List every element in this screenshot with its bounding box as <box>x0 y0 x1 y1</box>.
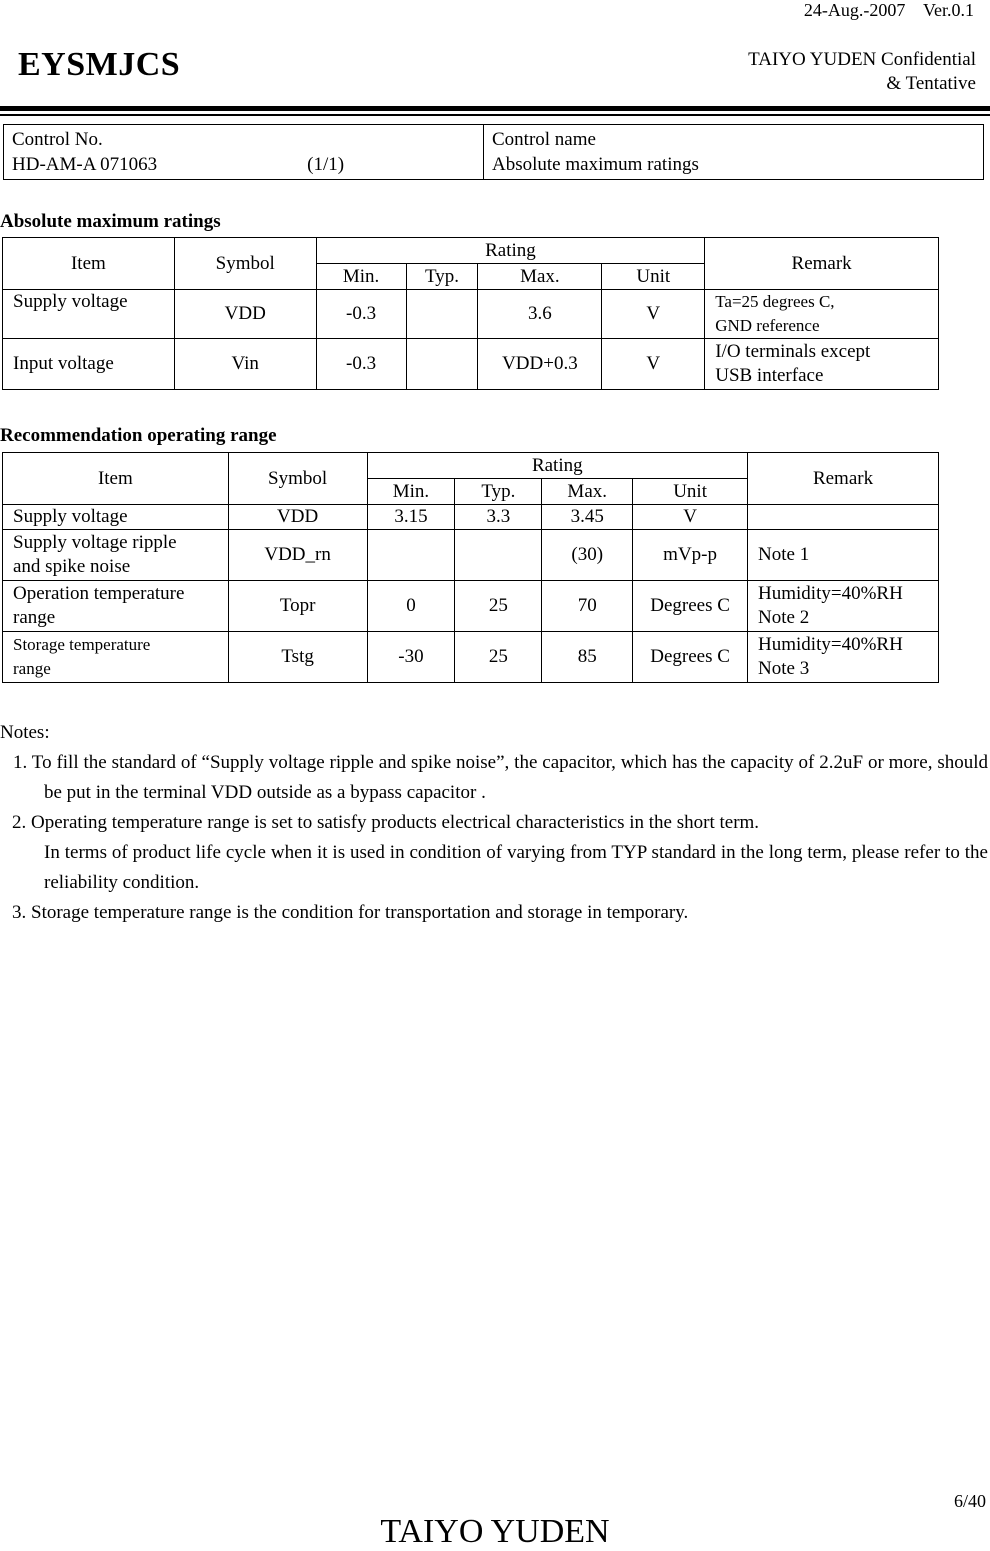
header-rule-thin <box>0 114 990 116</box>
confidential-line-2: & Tentative <box>886 73 976 94</box>
remark-line-1: Ta=25 degrees C, <box>715 292 835 311</box>
row-item: Supply voltage <box>3 290 175 339</box>
row-min: 3.15 <box>367 505 455 530</box>
footer-company: TAIYO YUDEN <box>380 1513 610 1550</box>
row-remark <box>748 581 939 632</box>
item-line-2: and spike noise <box>13 556 131 577</box>
rec-op-table <box>2 452 939 683</box>
row-typ <box>406 290 478 339</box>
brand-title: EYSMJCS <box>18 46 181 83</box>
row-unit: V <box>602 290 705 339</box>
header-typ: Typ. <box>455 479 542 505</box>
control-name-value: Absolute maximum ratings <box>492 154 699 175</box>
control-name-label: Control name <box>492 129 596 150</box>
item-line-1: Supply voltage ripple <box>13 532 177 553</box>
row-max: 85 <box>542 632 633 683</box>
row-min <box>367 530 455 581</box>
row-remark <box>748 632 939 683</box>
header-unit: Unit <box>633 479 748 505</box>
notes-section <box>0 718 988 928</box>
table-row <box>3 632 939 683</box>
confidential-line-1: TAIYO YUDEN Confidential <box>748 49 976 70</box>
header-max: Max. <box>542 479 633 505</box>
header-symbol: Symbol <box>228 453 367 505</box>
row-remark <box>748 505 939 530</box>
note-3: 3. Storage temperature range is the condition for transportation and storage in temporary. <box>12 902 689 923</box>
row-unit: Degrees C <box>633 581 748 632</box>
row-symbol: VDD <box>228 505 367 530</box>
notes-heading: Notes: <box>0 722 50 743</box>
control-table <box>3 124 984 180</box>
header-unit: Unit <box>602 264 705 290</box>
item-line-2: range <box>13 607 56 628</box>
row-typ <box>406 339 478 390</box>
row-symbol: Topr <box>228 581 367 632</box>
row-typ <box>455 530 542 581</box>
header-typ: Typ. <box>406 264 478 290</box>
row-max: 3.45 <box>542 505 633 530</box>
item-line-2: range <box>13 659 51 678</box>
remark-line-1: I/O terminals except <box>715 341 871 362</box>
row-symbol: Vin <box>174 339 316 390</box>
row-item <box>3 581 229 632</box>
header-rating: Rating <box>367 453 748 479</box>
row-min: -0.3 <box>316 339 406 390</box>
item-line-1: Storage temperature <box>13 635 151 654</box>
remark-line-2: GND reference <box>715 316 820 335</box>
rec-op-title: Recommendation operating range <box>0 425 277 446</box>
table-row <box>3 581 939 632</box>
row-symbol: VDD <box>174 290 316 339</box>
remark-line-1: Humidity=40%RH <box>758 634 903 655</box>
row-unit: mVp-p <box>633 530 748 581</box>
remark-line-2: USB interface <box>715 365 824 386</box>
header-symbol: Symbol <box>174 238 316 290</box>
header-min: Min. <box>367 479 455 505</box>
row-remark: Note 1 <box>748 530 939 581</box>
abs-max-table <box>2 237 939 390</box>
table-row <box>3 339 939 390</box>
date-version: 24-Aug.-2007 Ver.0.1 <box>803 0 974 20</box>
table-row <box>3 505 939 530</box>
row-remark <box>705 339 939 390</box>
row-unit: Degrees C <box>633 632 748 683</box>
header-min: Min. <box>316 264 406 290</box>
table-row <box>3 290 939 339</box>
remark-line-2: Note 2 <box>758 607 810 628</box>
page-number: 6/40 <box>953 1491 986 1511</box>
row-min: -30 <box>367 632 455 683</box>
row-typ: 3.3 <box>455 505 542 530</box>
row-symbol: VDD_rn <box>228 530 367 581</box>
row-max: (30) <box>542 530 633 581</box>
note-1: 1. To fill the standard of “Supply voltage ripple and spike noise”, the capacitor, which has the capacity of 2.2uF or more, should be put in the terminal VDD outside as a bypass capacitor . <box>13 752 988 803</box>
header-item: Item <box>3 453 229 505</box>
row-max: 70 <box>542 581 633 632</box>
header-remark: Remark <box>705 238 939 290</box>
row-typ: 25 <box>455 581 542 632</box>
remark-line-1: Humidity=40%RH <box>758 583 903 604</box>
header-remark: Remark <box>748 453 939 505</box>
control-no-cell <box>4 125 484 180</box>
row-symbol: Tstg <box>228 632 367 683</box>
row-item <box>3 530 229 581</box>
row-item: Supply voltage <box>3 505 229 530</box>
control-no-label: Control No. <box>12 129 103 150</box>
row-min: -0.3 <box>316 290 406 339</box>
header-rule-thick <box>0 106 990 111</box>
control-no-value: HD-AM-A 071063 <box>12 154 158 175</box>
header-item: Item <box>3 238 175 290</box>
note-2: 2. Operating temperature range is set to satisfy products electrical characteristics in the short term. <box>12 812 760 833</box>
header-max: Max. <box>478 264 602 290</box>
header-rating: Rating <box>316 238 705 264</box>
row-max: VDD+0.3 <box>478 339 602 390</box>
item-line-1: Operation temperature <box>13 583 185 604</box>
row-unit: V <box>633 505 748 530</box>
control-page: (1/1) <box>307 154 345 175</box>
row-item: Input voltage <box>3 339 175 390</box>
row-typ: 25 <box>455 632 542 683</box>
confidential-notice <box>748 48 976 96</box>
row-remark <box>705 290 939 339</box>
note-2-continued: In terms of product life cycle when it is used in condition of varying from TYP standard in the long term, please refer to the reliability condition. <box>44 842 988 893</box>
row-min: 0 <box>367 581 455 632</box>
row-max: 3.6 <box>478 290 602 339</box>
control-name-cell <box>484 125 984 180</box>
table-row <box>3 530 939 581</box>
abs-max-title: Absolute maximum ratings <box>0 211 221 232</box>
row-item <box>3 632 229 683</box>
remark-line-2: Note 3 <box>758 658 810 679</box>
row-unit: V <box>602 339 705 390</box>
